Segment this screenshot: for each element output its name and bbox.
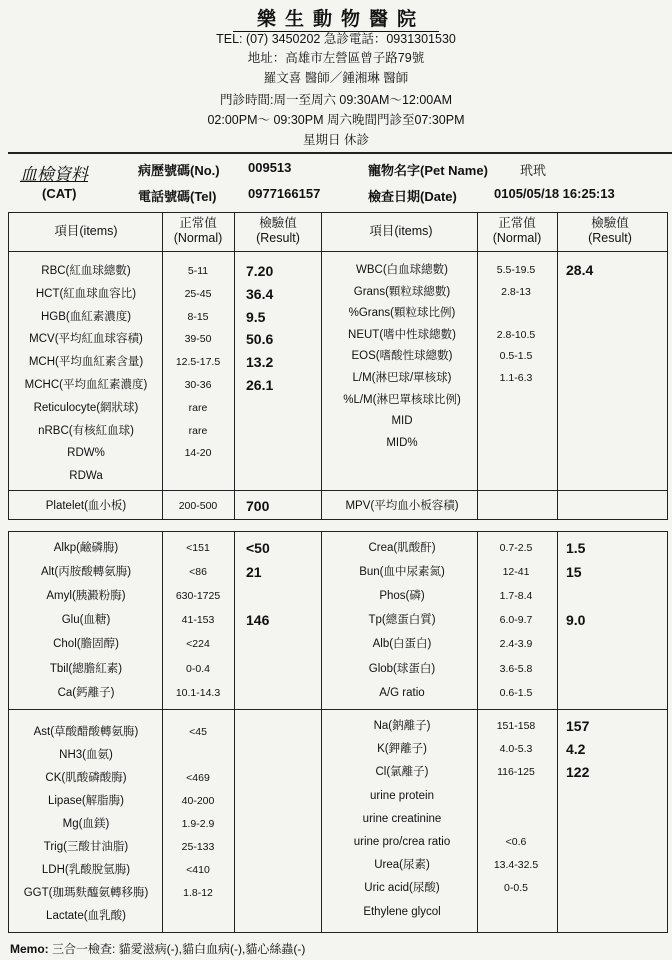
clinic-hours-2: 02:00PM～ 09:30PM 周六晚間門診至07:30PM	[207, 113, 465, 127]
chem-vline-3	[321, 531, 322, 933]
cbc-header-divider	[8, 251, 668, 252]
cbc-left-result: 7.20	[246, 263, 274, 279]
chem2-right-result: 157	[566, 718, 590, 734]
cbc-vline-2	[234, 212, 235, 520]
cbc-right-item: %Grans(顆粒球比例)	[348, 307, 456, 320]
cbc-right-item: %L/M(淋巴單核球比例)	[343, 393, 461, 406]
chem1-right-item: Alb(白蛋白)	[372, 638, 432, 651]
chem1-left-item: Alt(丙胺酸轉氨脢)	[40, 566, 132, 579]
col-result-right: 檢驗值 (Result)	[588, 216, 632, 245]
chem2-right-normal: 4.0-5.3	[499, 743, 533, 756]
cbc-left-normal: 5-11	[187, 265, 209, 277]
cbc-left-item: Reticulocyte(網狀球)	[33, 401, 139, 414]
chem1-right-result: 9.0	[566, 612, 586, 629]
chem2-left-item: Trig(三酸甘油脂)	[43, 841, 129, 853]
col-items-right: 項目(items)	[369, 224, 433, 238]
chem2-left-item: Lipase(解脂脢)	[47, 795, 125, 807]
chem1-left-item: Tbil(總膽紅素)	[49, 662, 123, 675]
chem1-right-item: Tp(總蛋白質)	[368, 614, 436, 627]
clinic-hours-1: 門診時間:周一至周六 09:30AM～12:00AM	[219, 93, 452, 107]
chem2-right-normal: 151-158	[496, 720, 536, 732]
chem1-right-normal: 0.6-1.5	[499, 686, 533, 699]
chem2-right-item: K(鉀離子)	[377, 743, 427, 756]
chem2-right-normal	[478, 785, 554, 807]
chem2-right-item: Na(鈉離子)	[373, 720, 431, 732]
cbc-left-result: 9.5	[246, 308, 266, 325]
cbc-left-result: 36.4	[246, 285, 274, 302]
memo-text: 三合一檢查: 貓愛滋病(-),貓白血病(-),貓心絲蟲(-)	[52, 942, 306, 956]
cbc-vline-5	[557, 212, 558, 520]
chem1-left-result: 146	[246, 612, 270, 629]
chem1-left-normal: 630-1725	[175, 590, 221, 603]
tel-label: 電話號碼(Tel)	[138, 189, 217, 204]
cbc-left-normal: 30-36	[184, 379, 212, 391]
chem1-right-item: Phos(磷)	[379, 590, 425, 603]
chem2-right-item: urine creatinine	[362, 812, 442, 825]
cbc-right-item: Grans(顆粒球總數)	[353, 285, 451, 298]
chem1-left-item: Glu(血糖)	[61, 614, 111, 627]
cbc-right-item: L/M(淋巴球/單核球)	[352, 372, 452, 384]
chem2-left-normal: <410	[186, 864, 210, 876]
species-label: (CAT)	[42, 186, 77, 201]
cbc-left-item: HCT(紅血球血容比)	[35, 287, 137, 300]
cbc-left-normal: 39-50	[184, 333, 212, 346]
col-normal-right: 正常值 (Normal)	[492, 216, 542, 245]
cbc-left-normal: rare	[188, 424, 208, 437]
cbc-right-item: MID	[391, 415, 413, 428]
chem2-right-item: urine pro/crea ratio	[353, 836, 451, 848]
cbc-right-item: EOS(嗜酸性球總數)	[351, 350, 453, 363]
chem1-right-normal: 2.4-3.9	[499, 638, 533, 651]
col-result-left: 檢驗值 (Result)	[256, 216, 300, 245]
cbc-left-result: 13.2	[246, 354, 274, 371]
chem1-right-normal: 6.0-9.7	[499, 614, 533, 627]
chem2-left-item: GGT(珈瑪麩醯氨轉移脢)	[23, 887, 149, 899]
record-label: 病歷號碼(No.)	[138, 163, 220, 178]
col-normal-left: 正常值 (Normal)	[173, 216, 223, 245]
pet-name-label: 寵物名字(Pet Name)	[368, 163, 488, 178]
cbc-left-normal: 12.5-17.5	[175, 356, 221, 369]
chem2-left-normal: 40-200	[181, 795, 215, 807]
cbc-left-item: RBC(紅血球總數)	[41, 265, 131, 277]
cbc-right-item: MID%	[386, 436, 418, 449]
chem2-right-item: Ethylene glycol	[363, 905, 441, 918]
memo-label: Memo:	[10, 942, 49, 956]
chem2-left-normal: <45	[189, 726, 207, 738]
chem2-left-normal: <469	[186, 772, 210, 784]
chem2-right-normal: 116-125	[497, 766, 535, 779]
cbc-right-item: WBC(白血球總數)	[356, 264, 448, 276]
cbc-right-normal	[478, 302, 554, 324]
chem1-right-result: 1.5	[566, 540, 586, 556]
cbc-left-item: MCHC(平均血紅素濃度)	[24, 379, 148, 391]
chem1-right-normal: 1.7-8.4	[499, 590, 533, 603]
cbc-left-normal: rare	[188, 401, 208, 414]
chem2-left-normal: 1.9-2.9	[181, 818, 215, 830]
chem1-right-item: Bun(血中尿素氮)	[359, 566, 445, 579]
memo	[10, 940, 305, 957]
date-value: 0105/05/18 16:25:13	[494, 186, 615, 201]
chem1-left-normal: 41-153	[181, 614, 215, 627]
chem1-left-result: <50	[246, 540, 270, 556]
report-title: 血檢資料	[20, 165, 88, 185]
chem2-left-normal: 25-133	[181, 841, 215, 853]
chem2-left-normal	[163, 905, 233, 927]
chem2-left-item: Ast(草酸醋酸轉氨脢)	[33, 726, 139, 738]
cbc-left-normal: 8-15	[187, 310, 209, 323]
platelet-divider	[8, 490, 668, 491]
chem1-left-normal: 10.1-14.3	[175, 686, 221, 699]
chem1-left-normal: <224	[186, 638, 210, 651]
cbc-right-normal: 5.5-19.5	[496, 264, 536, 276]
platelet-item: Platelet(血小板)	[45, 500, 127, 512]
chem1-left-item: Amyl(胰澱粉脢)	[46, 590, 126, 603]
cbc-left-item: nRBC(有核紅血球)	[38, 424, 134, 437]
cbc-left-item: MCV(平均紅血球容積)	[29, 333, 143, 346]
cbc-left-item: RDW%	[67, 447, 105, 460]
pet-name-value: 玳玳	[520, 163, 547, 178]
record-value: 009513	[248, 160, 292, 175]
chem1-right-item: Crea(肌酸酐)	[368, 542, 436, 554]
cbc-left-normal: 14-20	[184, 447, 212, 460]
header-divider	[8, 152, 672, 154]
mpv-item: MPV(平均血小板容積)	[345, 500, 459, 512]
cbc-left-result: 50.6	[246, 331, 274, 348]
clinic-address: 地址：高雄市左營區曾子路79號	[247, 51, 425, 65]
cbc-right-normal: 2.8-10.5	[496, 328, 536, 341]
chem2-right-normal: 0-0.5	[504, 882, 528, 895]
chem2-left-item: LDH(乳酸脫氫脢)	[41, 864, 131, 876]
chem1-left-normal: <86	[189, 566, 207, 579]
chem1-right-normal: 3.6-5.8	[499, 662, 533, 675]
chem1-right-item: A/G ratio	[379, 686, 425, 699]
chem2-right-result: 4.2	[566, 741, 586, 758]
chem2-right-normal	[478, 901, 554, 923]
cbc-right-normal: 0.5-1.5	[499, 350, 533, 363]
chem1-left-normal: 0-0.4	[186, 662, 210, 675]
cbc-right-normal	[478, 432, 554, 454]
cbc-left-normal	[163, 465, 233, 487]
chem2-right-result: 122	[566, 764, 590, 781]
col-items-left: 項目(items)	[54, 224, 118, 238]
clinic-hours-3: 星期日 休診	[303, 133, 369, 147]
cbc-right-normal	[478, 410, 554, 432]
chem2-left-item: Lactate(血乳酸)	[46, 910, 126, 922]
chem1-right-result: 15	[566, 564, 582, 581]
chem1-right-normal: 12-41	[502, 566, 530, 579]
cbc-left-item: HGB(血紅素濃度)	[40, 310, 132, 323]
cbc-right-item: NEUT(嗜中性球總數)	[348, 328, 456, 341]
chem1-left-normal: <151	[186, 542, 210, 554]
chem-vline-5	[557, 531, 558, 933]
chem2-left-item: Mg(血鎂)	[62, 818, 110, 830]
clinic-doctors: 羅文喜 醫師／鍾湘琳 醫師	[263, 71, 409, 85]
cbc-vline-3	[321, 212, 322, 520]
cbc-left-normal: 25-45	[184, 287, 212, 300]
chem1-right-item: Glob(球蛋白)	[368, 662, 436, 675]
chem2-right-item: urine protein	[370, 789, 434, 802]
platelet-normal: 200-500	[178, 500, 218, 512]
chem2-right-item: Urea(尿素)	[374, 859, 430, 872]
cbc-right-normal: 2.8-13	[501, 285, 531, 298]
date-label: 檢查日期(Date)	[368, 189, 457, 204]
chem1-left-item: Alkp(鹼磷脢)	[53, 542, 119, 554]
chem-vline-2	[234, 531, 235, 933]
cbc-right-normal: 1.1-6.3	[499, 372, 533, 384]
platelet-result: 700	[246, 498, 270, 514]
chem2-right-item: Cl(氯離子)	[375, 766, 429, 779]
tel-value: 0977166157	[248, 186, 321, 201]
chem2-left-normal	[163, 744, 233, 766]
chem1-right-normal: 0.7-2.5	[499, 542, 533, 554]
chem2-left-normal: 1.8-12	[183, 887, 213, 899]
chem2-right-item: Uric acid(尿酸)	[364, 882, 440, 895]
chem1-left-result: 21	[246, 564, 262, 581]
cbc-left-result: 26.1	[246, 377, 274, 393]
cbc-left-item: MCH(平均血紅素含量)	[28, 356, 144, 369]
chem2-left-item: CK(肌酸磷酸脢)	[45, 772, 127, 784]
chem1-left-item: Ca(鈣離子)	[57, 686, 115, 699]
clinic-phone: TEL: (07) 3450202 急診電話：0931301530	[216, 32, 456, 46]
cbc-right-result: 28.4	[566, 262, 594, 278]
chem2-right-normal: <0.6	[505, 836, 527, 848]
chem1-left-item: Chol(膽固醇)	[53, 638, 119, 651]
cbc-left-item: RDWa	[69, 470, 103, 483]
chem2-left-item: NH3(血氨)	[59, 749, 113, 761]
clinic-name: 樂生動物醫院	[0, 4, 672, 31]
chem2-right-normal	[478, 808, 554, 830]
chemistry-divider	[8, 709, 668, 710]
cbc-right-normal	[478, 389, 554, 411]
chem2-right-normal: 13.4-32.5	[493, 859, 539, 872]
